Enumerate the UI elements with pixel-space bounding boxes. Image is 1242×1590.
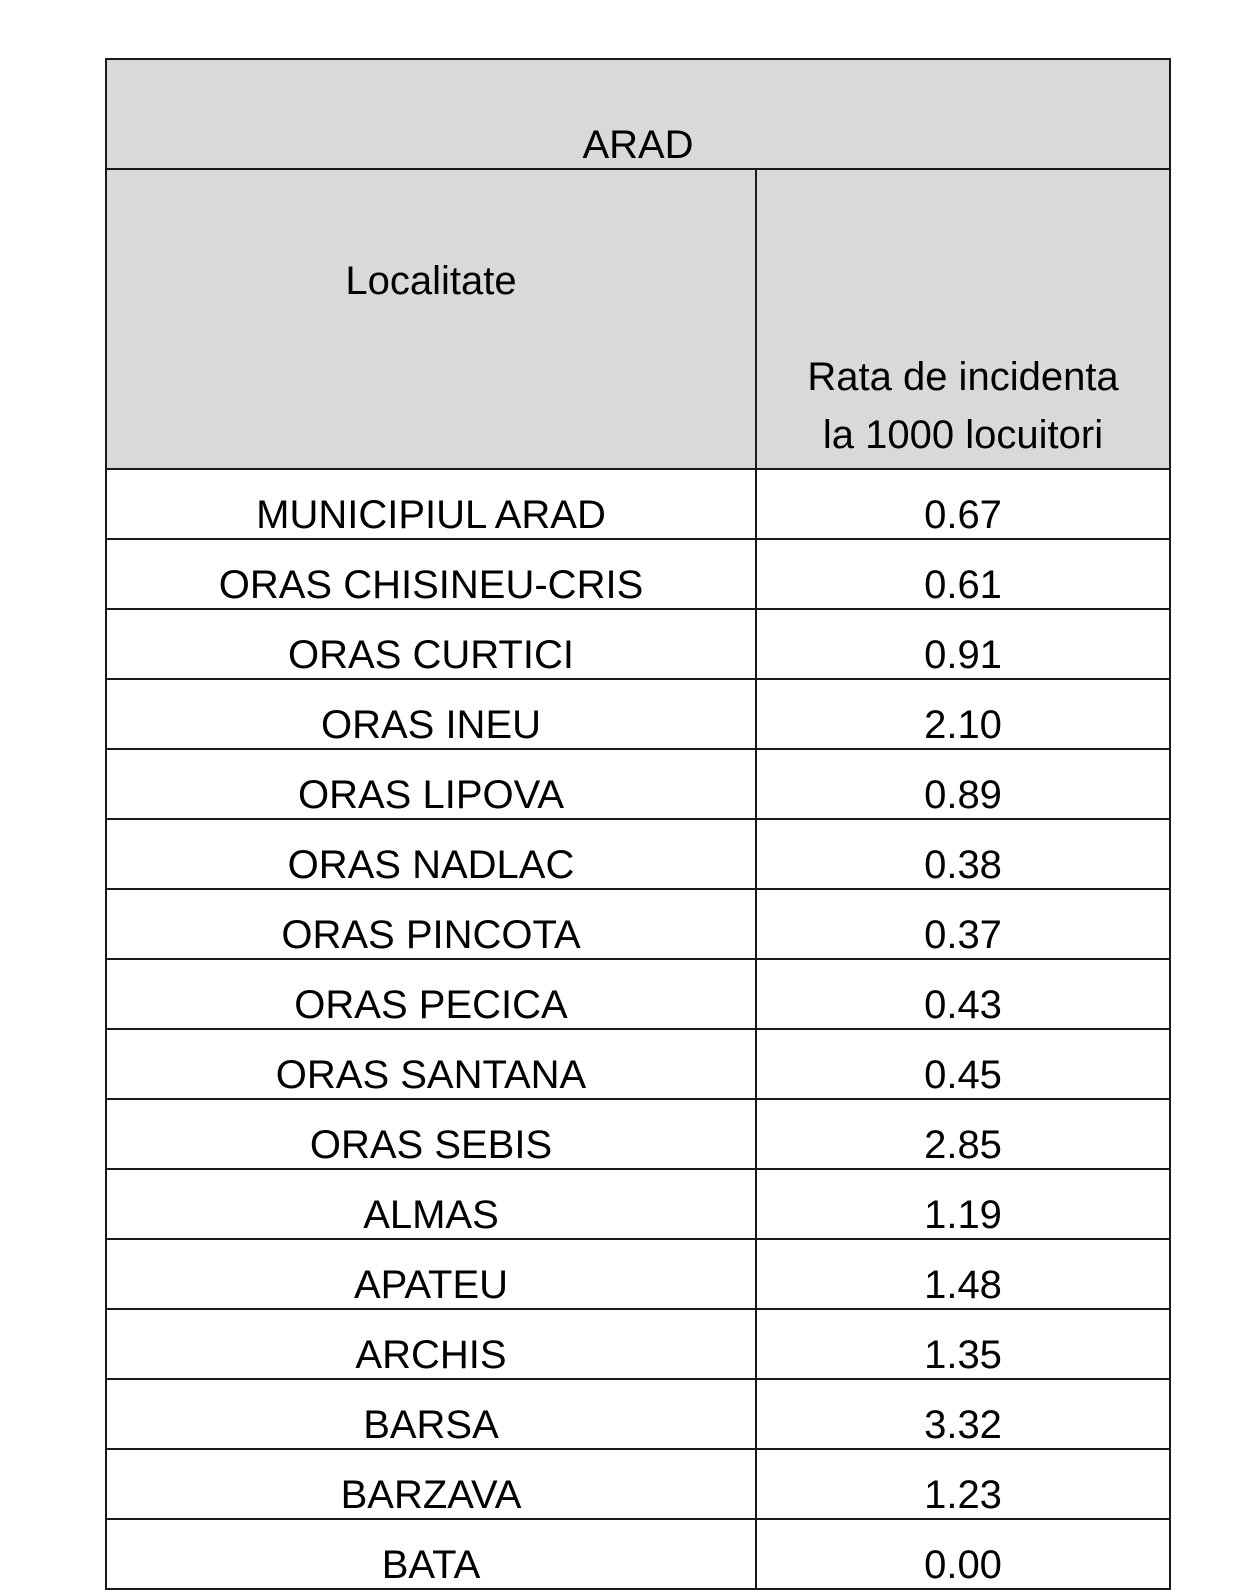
table-row xyxy=(106,1449,1170,1519)
cell-rata: 0.37 xyxy=(756,889,1170,959)
cell-rata: 0.91 xyxy=(756,609,1170,679)
cell-rata: 0.45 xyxy=(756,1029,1170,1099)
table-row xyxy=(106,1029,1170,1099)
table-row xyxy=(106,1239,1170,1309)
cell-rata: 1.35 xyxy=(756,1309,1170,1379)
table-row xyxy=(106,1519,1170,1589)
cell-localitate: ORAS PECICA xyxy=(106,959,756,1029)
cell-rata: 0.61 xyxy=(756,539,1170,609)
table-row xyxy=(106,959,1170,1029)
table-row xyxy=(106,1309,1170,1379)
cell-localitate: ORAS NADLAC xyxy=(106,819,756,889)
cell-localitate: ALMAS xyxy=(106,1169,756,1239)
cell-localitate: ARCHIS xyxy=(106,1309,756,1379)
cell-localitate: ORAS SANTANA xyxy=(106,1029,756,1099)
cell-rata: 2.10 xyxy=(756,679,1170,749)
table-row xyxy=(106,609,1170,679)
cell-rata: 0.89 xyxy=(756,749,1170,819)
table-row xyxy=(106,539,1170,609)
cell-localitate: ORAS CURTICI xyxy=(106,609,756,679)
header-localitate: Localitate xyxy=(106,169,756,469)
table-row xyxy=(106,469,1170,539)
cell-localitate: ORAS LIPOVA xyxy=(106,749,756,819)
header-rata-line1: Rata de incidenta xyxy=(807,355,1119,399)
cell-localitate: BARSA xyxy=(106,1379,756,1449)
header-row xyxy=(106,169,1170,469)
cell-localitate: ORAS SEBIS xyxy=(106,1099,756,1169)
cell-localitate: BARZAVA xyxy=(106,1449,756,1519)
table-row xyxy=(106,1169,1170,1239)
cell-rata: 0.38 xyxy=(756,819,1170,889)
table-row xyxy=(106,819,1170,889)
cell-localitate: APATEU xyxy=(106,1239,756,1309)
table-row xyxy=(106,1379,1170,1449)
table-row xyxy=(106,749,1170,819)
cell-rata: 0.00 xyxy=(756,1519,1170,1589)
cell-localitate: MUNICIPIUL ARAD xyxy=(106,469,756,539)
table-row xyxy=(106,889,1170,959)
title-row xyxy=(106,59,1170,169)
cell-rata: 1.23 xyxy=(756,1449,1170,1519)
cell-localitate: ORAS INEU xyxy=(106,679,756,749)
cell-localitate: BATA xyxy=(106,1519,756,1589)
table-row xyxy=(106,679,1170,749)
cell-rata: 0.43 xyxy=(756,959,1170,1029)
cell-rata: 2.85 xyxy=(756,1099,1170,1169)
header-rata-line2: la 1000 locuitori xyxy=(822,413,1104,457)
cell-rata: 1.19 xyxy=(756,1169,1170,1239)
cell-rata: 1.48 xyxy=(756,1239,1170,1309)
cell-rata: 3.32 xyxy=(756,1379,1170,1449)
cell-localitate: ORAS PINCOTA xyxy=(106,889,756,959)
cell-localitate: ORAS CHISINEU-CRIS xyxy=(106,539,756,609)
header-rata xyxy=(756,169,1170,469)
table-row xyxy=(106,1099,1170,1169)
cell-rata: 0.67 xyxy=(756,469,1170,539)
incidence-table xyxy=(105,58,1171,1590)
county-title: ARAD xyxy=(106,59,1170,169)
